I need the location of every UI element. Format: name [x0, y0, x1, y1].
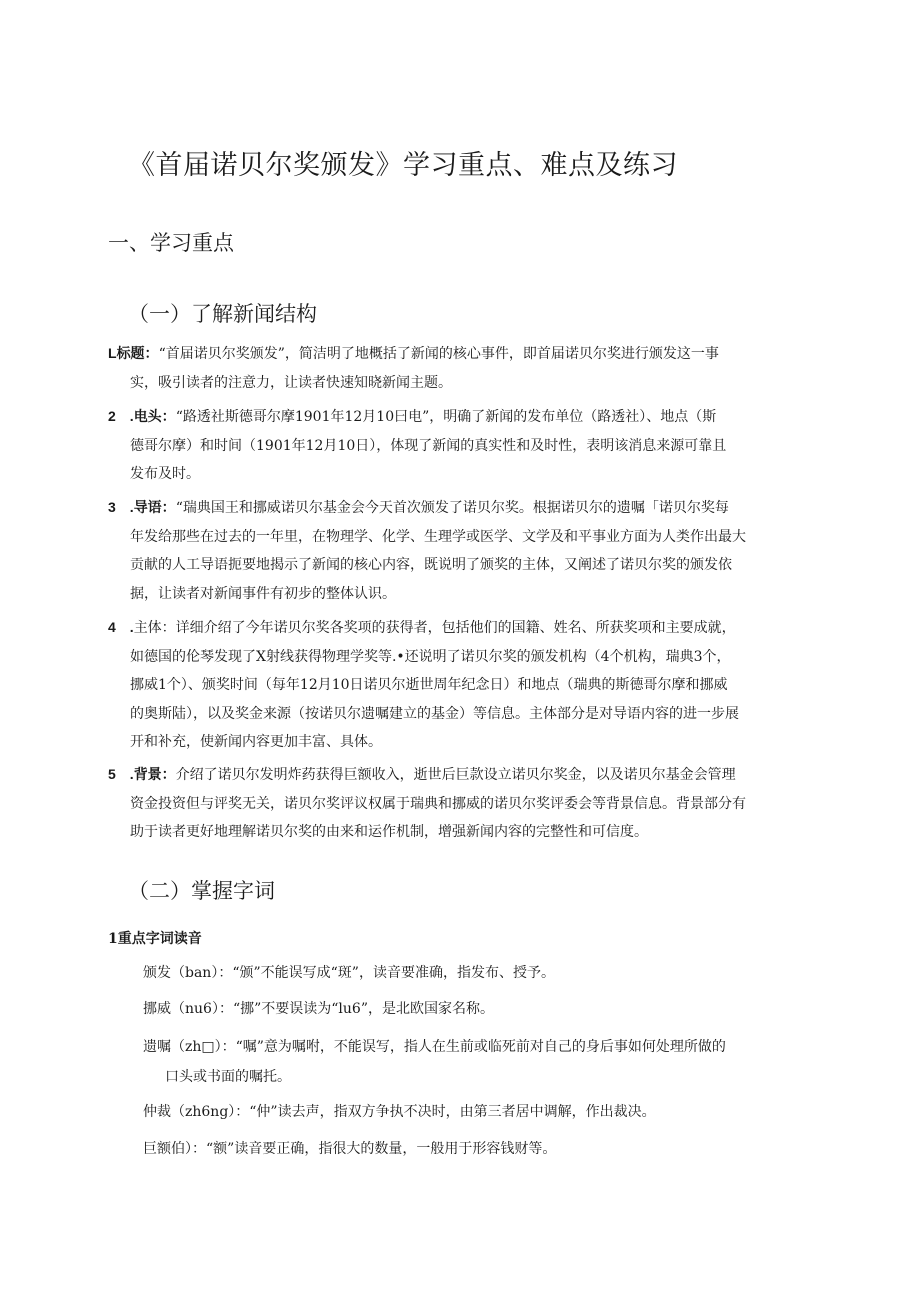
item-line: 的奥斯陆），以及奖金来源（按诺贝尔遗嘱建立的基金）等信息。主体部分是对导语内容的进一步展 — [130, 705, 739, 722]
item-line: 资金投资但与评奖无关，诺贝尔奖评议权属于瑞典和挪威的诺贝尔奖评委会等背景信息。背景部分有 — [130, 795, 746, 812]
item-text: “瑞典国王和挪威诺贝尔基金会今天首次颁发了诺贝尔奖。根据诺贝尔的遗嘱「诺贝尔奖每 — [175, 500, 729, 516]
item-line: 助于读者更好地理解诺贝尔奖的由来和运作机制，增强新闻内容的完整性和可信度。 — [130, 824, 648, 841]
item-line — [108, 613, 813, 643]
item-line: 贡献的人工导语扼要地揭示了新闻的核心内容，既说明了颁奖的主体，又阐述了诺贝尔奖的颁发依 — [130, 557, 732, 574]
vocabulary-line: 仲裁（zh6ng）：“仲”读去声，指双方争执不决时，由第三者居中调解，作出裁决。 — [143, 1104, 656, 1120]
item-line: 如德国的伦琴发现了X射线获得物理学奖等.•还说明了诺贝尔奖的颁发机构（4个机构，瑞典3个， — [130, 648, 731, 665]
item-line: 据，让读者对新闻事件有初步的整体认识。 — [130, 585, 396, 602]
item-text: “首届诺贝尔奖颁发”，简洁明了地概括了新闻的核心事件，即首届诺贝尔奖进行颁发这一事 — [158, 346, 719, 362]
item-text: “路透社斯德哥尔摩1901年12月10曰电”，明确了新闻的发布单位（路透社）、地点（斯 — [175, 409, 717, 425]
item-text: 主体：详细介绍了今年诺贝尔奖各奖项的获得者，包括他们的国籍、姓名、所获奖项和主要成就， — [133, 620, 736, 636]
item-line — [108, 760, 813, 790]
item-line: 德哥尔摩）和时间（1901年12月10日），体现了新闻的真实性和及时性，表明该消息来源可靠且 — [130, 437, 727, 454]
item-number: 5 . — [108, 766, 134, 782]
item-line: 发布及时。 — [130, 466, 200, 483]
item-number: 4 . — [108, 619, 134, 635]
item-line — [108, 493, 813, 523]
item-lead: 电头： — [133, 409, 176, 425]
list-item-dateline — [108, 402, 813, 489]
vocabulary-line: 遗嘱（zh□）：“嘱”意为嘱咐，不能误写，指人在生前或临死前对自己的身后事如何处理所做的 — [143, 1039, 726, 1055]
vocabulary-entry — [143, 958, 813, 988]
list-item-background — [108, 760, 813, 847]
vocabulary-line: 挪威（nu6）：“挪”不要误读为“lu6”，是北欧国家名称。 — [143, 1001, 494, 1017]
vocabulary-pronunciation-heading: 1重点字词读音 — [108, 931, 202, 947]
item-line: 挪威1个）、颁奖时间（每年12月10日诺贝尔逝世周年纪念日）和地点（瑞典的斯德哥尔摩和挪威 — [130, 677, 728, 694]
item-number: 3 . — [108, 499, 134, 515]
item-number: L — [108, 345, 117, 361]
item-text: 介绍了诺贝尔发明炸药获得巨额收入，逝世后巨款设立诺贝尔奖金，以及诺贝尔基金会管理 — [175, 767, 736, 783]
item-lead: 导语： — [133, 500, 176, 516]
subsection-heading-vocabulary: （二）掌握字词 — [128, 879, 275, 903]
item-lead: 标题： — [116, 346, 159, 362]
item-line — [108, 339, 813, 369]
item-line: 年发给那些在过去的一年里，在物理学、化学、生理学或医学、文学及和平事业方面为人类作出最大 — [130, 528, 746, 545]
vocabulary-line: 口头或书面的嘱托。 — [165, 1069, 291, 1085]
vocabulary-line: 巨额伯）：“额”读音要正确，指很大的数量，一般用于形容钱财等。 — [143, 1141, 557, 1157]
subsection-heading-news-structure: （一）了解新闻结构 — [128, 302, 317, 326]
item-lead: 背景： — [133, 767, 176, 783]
vocabulary-entry — [143, 1134, 813, 1164]
vocabulary-entry — [143, 1032, 813, 1092]
list-item-body — [108, 613, 813, 757]
list-item-headline — [108, 339, 813, 397]
document-title: 《首届诺贝尔奖颁发》学习重点、难点及练习 — [128, 150, 678, 181]
vocabulary-line: 颁发（ban）：“颁”不能误写成“斑”，读音要准确，指发布、授予。 — [143, 965, 555, 981]
section-heading-study-focus: 一、学习重点 — [108, 231, 234, 255]
item-number: 2 . — [108, 408, 134, 424]
item-line: 开和补充，使新闻内容更加丰富、具体。 — [130, 734, 382, 751]
vocabulary-entry — [143, 1097, 813, 1127]
item-line — [108, 402, 813, 432]
vocabulary-entry — [143, 994, 813, 1024]
list-item-lead — [108, 493, 813, 608]
item-line: 实，吸引读者的注意力，让读者快速知晓新闻主题。 — [130, 374, 452, 391]
